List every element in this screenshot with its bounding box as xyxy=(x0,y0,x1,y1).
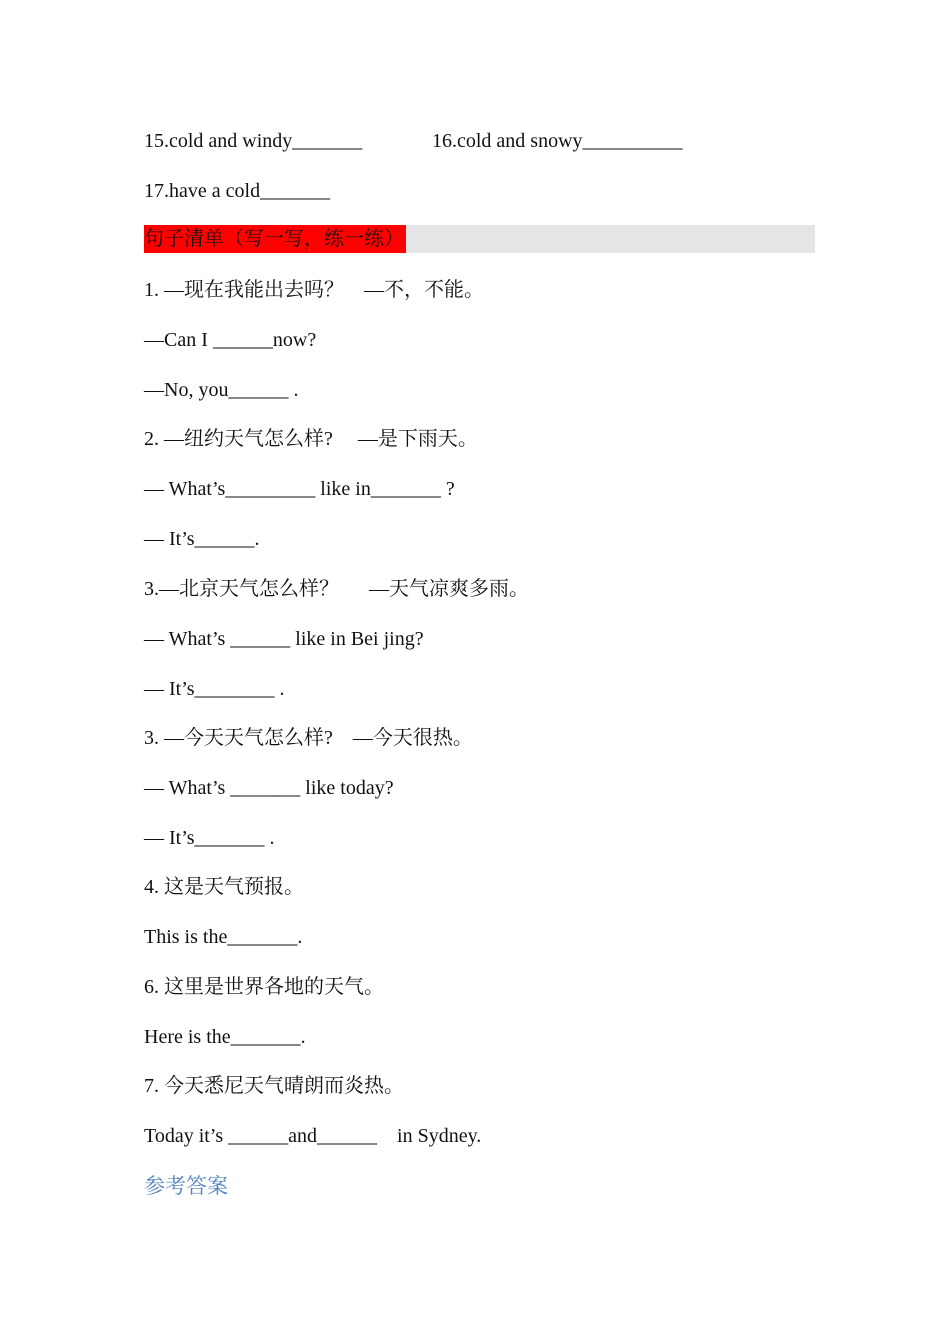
sentence-line: Today it’s ______and______ in Sydney. xyxy=(144,1125,482,1147)
sentence-line: — What’s_________ like in_______ ? xyxy=(144,478,455,500)
sentence-line: 2. —纽约天气怎么样? —是下雨天。 xyxy=(144,428,478,450)
sentence-line: — What’s ______ like in Bei jing? xyxy=(144,628,424,650)
sentence-line: 4. 这是天气预报。 xyxy=(144,876,304,898)
sentence-line: — It’s______. xyxy=(144,528,260,550)
sentence-line: Here is the_______. xyxy=(144,1026,306,1048)
sentence-line: 6. 这里是世界各地的天气。 xyxy=(144,976,384,998)
vocab-item-16: 16.cold and snowy__________ xyxy=(432,130,683,152)
sentence-line: —No, you______ . xyxy=(144,379,299,401)
sentence-line: 3. —今天天气怎么样? —今天很热。 xyxy=(144,727,473,749)
section-header-bar xyxy=(144,225,815,253)
sentence-line: — It’s________ . xyxy=(144,678,285,700)
sentence-line: 1. —现在我能出去吗？ —不，不能。 xyxy=(144,279,484,301)
section-title: 句子清单（写一写，练一练） xyxy=(144,225,406,253)
sentence-line: —Can I ______now? xyxy=(144,329,317,351)
sentence-line: 3.—北京天气怎么样？ —天气凉爽多雨。 xyxy=(144,578,529,600)
sentence-line: 7. 今天悉尼天气晴朗而炎热。 xyxy=(144,1075,404,1097)
answers-heading: 参考答案 xyxy=(144,1174,228,1198)
sentence-line: This is the_______. xyxy=(144,926,303,948)
sentence-line: — It’s_______ . xyxy=(144,827,275,849)
sentence-line: — What’s _______ like today? xyxy=(144,777,394,799)
vocab-item-15: 15.cold and windy_______ xyxy=(144,130,363,152)
vocab-item-17: 17.have a cold_______ xyxy=(144,180,331,202)
